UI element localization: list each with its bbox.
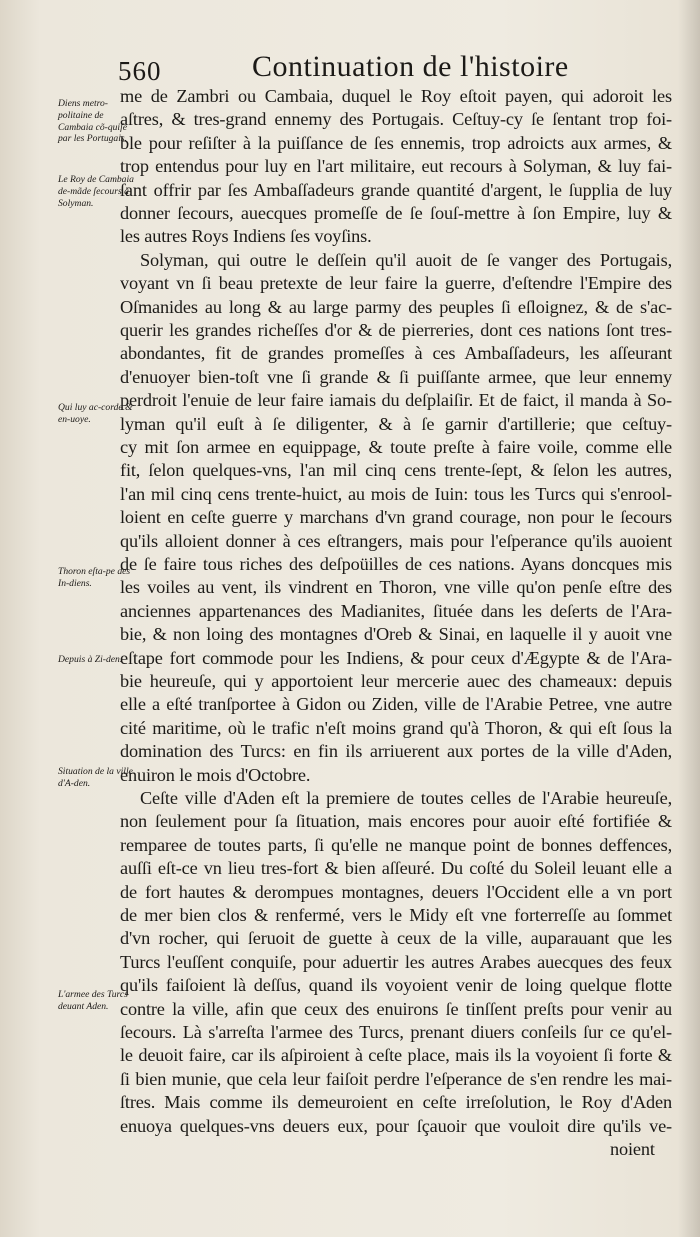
text-line: ble pour reſiſter à la puiſſance de ſes ennemis, trop adroicts aux armes, & (120, 132, 672, 153)
text-line: Oſmanides au long & au large parmy des peuples ſi eſloignez, & de s'ac- (120, 296, 672, 317)
text-line: ſtres. Mais comme ils demeuroient en ceſte irreſolution, le Roy d'Aden (120, 1092, 672, 1113)
catchword: noient (610, 1139, 655, 1159)
text-line: bie, & non loing des montagnes d'Oreb & Sinai, en laquelle il y auoit vne (120, 624, 672, 645)
text-line: ſi bien munie, que cela leur faiſoit perdre l'eſperance de s'en rendre les mai- (120, 1068, 672, 1089)
text-line: ſecours. Là s'arreſta l'armee des Turcs, prenant diuers conſeils ſur ce qu'el- (120, 1022, 672, 1042)
text-line: donner ſecours, auecques promeſſe de ſe ſouſ-mettre à ſon Empire, luy & (120, 203, 672, 223)
text-line: qu'ils alloient donner à ces eſtrangers, mais pour l'eſperance qu'ils auoient (120, 530, 672, 551)
margin-note: Depuis à Zi-den. (58, 654, 123, 665)
text-line: perdroit l'enuie de leur faire iamais du deſplaiſir. Et de faict, il manda à So- (120, 390, 672, 411)
text-line: cy mit ſon armee en equippage, & toute preſte à faire voile, comme elle (120, 437, 672, 457)
margin-note: L'armee des Turcs deuant Aden. (58, 989, 128, 1012)
page-gutter-shadow (678, 0, 700, 1237)
text-line: non ſeulement pour ſa ſituation, mais encores pour auoir eſté fortifiée & (120, 811, 672, 832)
text-line: eſtape fort commode pour les Indiens, & pour ceux d'Ægypte & de l'Ara- (120, 647, 672, 668)
text-line: ſant offrir par ſes Ambaſſadeurs grande quantité d'argent, le ſupplia de luy (120, 179, 672, 200)
margin-note: Situation de la ville d'A-den. (58, 766, 133, 789)
text-line: voyant vn ſi beau pretexte de leur faire la guerre, d'eſtendre l'Empire des (120, 273, 672, 294)
text-line: domination des Turcs: en fin ils arriuerent aux portes de la ville d'Aden, (120, 741, 672, 762)
paragraph-first-line: Solyman, qui outre le deſſein qu'il auoit de ſe vanger des Portugais, (140, 249, 672, 270)
text-line: abondantes, fit de grandes promeſſes à ces Ambaſſadeurs, les aſſeurant (120, 343, 672, 364)
text-line: fit, ſelon quelques-vns, l'an mil cinq cens trente-ſept, & ſelon les autres, (120, 460, 672, 481)
text-line: remparee de toutes parts, ſi qu'elle ne manque point de bonnes deffences, (120, 834, 672, 855)
text-line: cité maritime, où le trafic n'eſt moins grand qu'à Thoron, & qui eſt ſous la (120, 717, 672, 738)
margin-note: Qui luy ac-corde & en-uoye. (58, 402, 133, 425)
text-line: aſtres, & tres-grand ennemy des Portugais. Ceſtuy-cy ſe ſentant trop foi- (120, 109, 672, 130)
text-line: trop entendus pour luy en l'art militaire, eut recours à Solyman, & luy fai- (120, 156, 672, 177)
text-line: Turcs l'euſſent conquiſe, pour aduertir les autres Arabes auecques des feux (120, 951, 672, 972)
text-line: d'enuoyer bien-toſt vne ſi grande & ſi puiſſante armee, que leur ennemy (120, 366, 672, 387)
page-number: 560 (118, 56, 162, 86)
text-line: les autres Roys Indiens ſes voyſins. (120, 226, 372, 247)
body-text (120, 86, 672, 1226)
text-line: l'an mil cinq cens trente-huict, au mois de Iuin: tous les Turcs qui s'enrool- (120, 483, 672, 504)
text-line: contre la ville, afin que ceux des enuirons ſe tinſſent preſts pour venir au (120, 998, 672, 1019)
text-line: les voiles au vent, ils vindrent en Thoron, vne ville qu'on penſe eſtre des (120, 577, 672, 598)
text-line: qu'ils faiſoient là deſſus, quand ils voyoient venir de loing quelque flotte (120, 975, 672, 996)
text-line: de ſe faire tous riches des deſpoüilles de ces nations. Ayans doncques mis (120, 554, 672, 574)
text-line: anciennes appartenances des Madianites, ſituée dans les deſerts de l'Ara- (120, 600, 672, 621)
margin-note: Thoron eſta-pe des In-diens. (58, 566, 131, 589)
text-line: querir les grandes richeſſes d'or & de pierreries, dont ces nations ſont tres- (120, 320, 672, 340)
text-line: me de Zambri ou Cambaia, duquel le Roy eſtoit payen, qui adoroit les (120, 86, 672, 106)
text-line: auſſi eſt-ce vn lieu tres-fort & bien aſſeuré. Du coſté du Soleil leuant elle a (120, 858, 672, 879)
text-line: de mer bien clos & renfermé, vers le Midy eſt vne forterreſſe au ſommet (120, 905, 672, 925)
margin-note: Le Roy de Cambaia de-mãde ſecours à Solyman. (58, 174, 134, 209)
text-line: elle a eſté tranſportee à Gidon ou Ziden, ville de l'Arabie Petree, vne autre (120, 694, 672, 715)
text-line: de fort hautes & derompues montagnes, deuers l'Occident elle a vn port (120, 881, 672, 902)
text-line: enuiron le mois d'Octobre. (120, 764, 311, 785)
margin-note: Diens metro-politaine de Cambaia cõ-quiſe par les Portugais. (58, 98, 128, 145)
paragraph-first-line: Ceſte ville d'Aden eſt la premiere de toutes celles de l'Arabie heureuſe, (140, 788, 672, 808)
running-title: Continuation de l'histoire (252, 50, 569, 83)
text-line: lyman qu'il euſt à ſe diligenter, & à ſe garnir d'artillerie; que ceſtuy- (120, 413, 672, 434)
text-line: enuoya quelques-vns deuers eux, pour ſçauoir que vouloit dire qu'ils ve- (120, 1115, 672, 1136)
text-line: bie heureuſe, qui y apportoient leur mercerie auec des chameaux: depuis (120, 671, 672, 691)
text-line: d'vn rocher, qui ſeruoit de guette à ceux de la ville, auparauant que les (120, 928, 672, 949)
text-line: loient en ceſte guerre y marchans d'vn grand courage, non pour le ſecours (120, 507, 672, 528)
text-line: le deuoit faire, car ils aſpiroient à ceſte place, mais ils la voyoient ſi forte & (120, 1045, 672, 1066)
